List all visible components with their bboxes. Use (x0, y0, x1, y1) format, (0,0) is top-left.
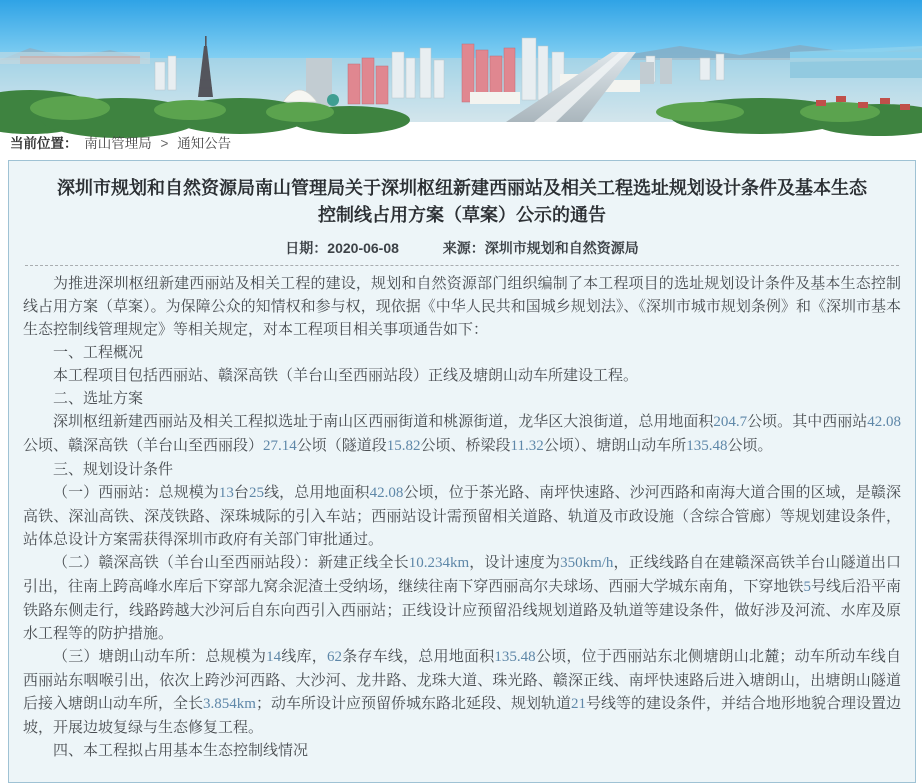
paragraph: 二、选址方案 (53, 390, 144, 407)
breadcrumb-link-nanshan-bureau[interactable]: 南山管理局 (84, 136, 152, 151)
article-container (8, 160, 916, 783)
paragraph: 深圳枢纽新建西丽站及相关工程拟选址于南山区西丽街道和桃源街道，龙华区大浪街道，总用地面积204.7公顷。其中西丽站42.08公顷、赣深高铁（羊台山至西丽段）27.14公顷（隧道段15.82公顷、桥梁段11.32公顷）、塘朗山动车所135.48公顷。 (23, 413, 901, 454)
breadcrumb-label: 当前位置： (10, 136, 78, 151)
date-value: 2020-06-08 (327, 240, 399, 256)
paragraph: 三、规划设计条件 (53, 461, 174, 478)
paragraph: 为推进深圳枢纽新建西丽站及相关工程的建设，规划和自然资源部门组织编制了本工程项目的选址规划设计条件及基本生态控制线占用方案（草案）。为保障公众的知情权和参与权，现依据《中华人民共和国城乡规划法》、《深圳市城市规划条例》和《深圳市基本生态控制线管理规定》等相关规定，对本工程项目相关事项通告如下： (23, 275, 901, 338)
paragraph: 本工程项目包括西丽站、赣深高铁（羊台山至西丽站段）正线及塘朗山动车所建设工程。 (53, 367, 639, 384)
dashed-divider (25, 265, 899, 266)
paragraph: （一）西丽站：总规模为13台25线，总用地面积42.08公顷，位于茶光路、南坪快速路、沙河西路和南海大道合围的区域，是赣深高铁、深汕高铁、深茂铁路、深珠城际的引入车站；西丽站设计需预留相关道路、轨道及市政设施（含综合管廊）等规划建设条件，站体总设计方案需获得深圳市政府有关部门审批通过。 (23, 484, 901, 548)
breadcrumb-link-notices[interactable]: 通知公告 (177, 136, 232, 151)
article-meta (23, 238, 901, 258)
source-label: 来源： (442, 240, 485, 256)
article-body (23, 270, 901, 762)
article-title: 深圳市规划和自然资源局南山管理局关于深圳枢纽新建西丽站及相关工程选址规划设计条件及基本生态控制线占用方案（草案）公示的通告 (57, 178, 867, 225)
city-panorama-image (0, 0, 922, 122)
paragraph: （二）赣深高铁（羊台山至西丽站段）：新建正线全长10.234km，设计速度为350km/h，正线线路自在建赣深高铁羊台山隧道出口引出，往南上跨高峰水库后下穿部九窝余泥渣土受纳场，继续往南下穿西丽高尔夫球场、西丽大学城东南角，下穿地铁5号线后沿平南铁路东侧走行，线路跨越大沙河后自东向西引入西丽站；正线设计应预留沿线规划道路及轨道等建设条件，做好涉及河流、水库及原水工程等的防护措施。 (23, 554, 901, 642)
paragraph: 一、工程概况 (53, 344, 144, 361)
date-label: 日期： (285, 240, 328, 256)
breadcrumb-separator: > (160, 136, 169, 151)
paragraph: 四、本工程拟占用基本生态控制线情况 (53, 742, 309, 759)
city-banner (0, 0, 922, 122)
source-value: 深圳市规划和自然资源局 (484, 240, 639, 256)
paragraph: （三）塘朗山动车所：总规模为14线库，62条存车线，总用地面积135.48公顷，位于西丽站东北侧塘朗山北麓；动车所动车线自西丽站东咽喉引出，依次上跨沙河西路、大沙河、龙井路、龙珠大道、珠光路、赣深正线、南坪快速路后进入塘朗山，出塘朗山隧道后接入塘朗山动车所，全长3.854km；动车所设计应预留侨城东路北延段、规划轨道21号线等的建设条件，并结合地形地貌合理设置边坡，开展边坡复绿与生态修复工程。 (23, 648, 901, 736)
